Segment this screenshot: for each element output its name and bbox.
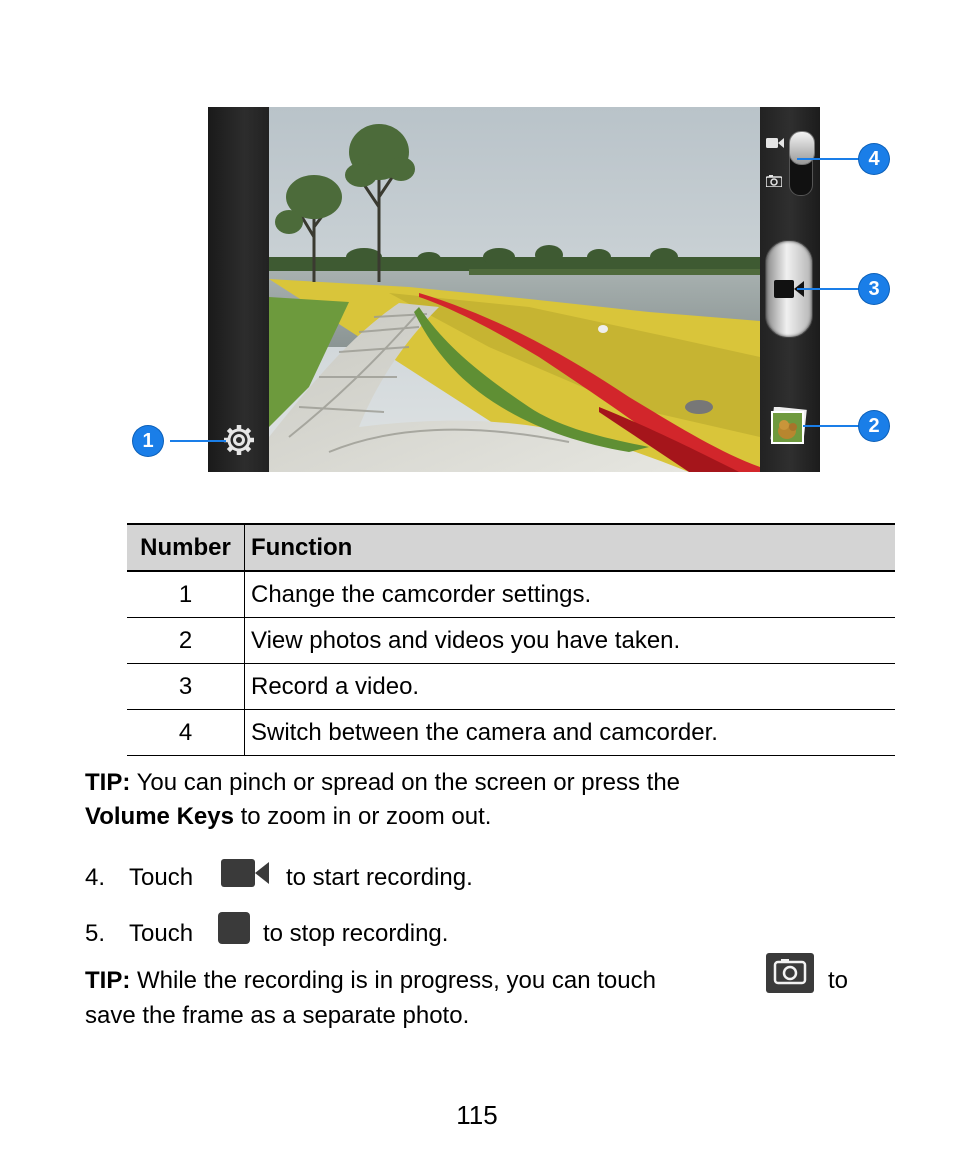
tip-text-end: to zoom in or zoom out. [233,803,492,830]
gallery-thumbnail[interactable] [769,407,807,445]
callout-3: 3 [859,274,889,304]
row-function: Switch between the camera and camcorder. [245,710,896,756]
callout-1: 1 [133,426,163,456]
row-number: 4 [127,710,245,756]
callout-2: 2 [859,411,889,441]
callout-4: 4 [859,144,889,174]
step-stop-recording-tail [263,917,448,951]
step-stop-recording [85,917,193,951]
viewfinder-preview [269,107,760,472]
camcorder-screenshot [208,107,820,472]
step-text-before: Touch [129,920,194,947]
step-text-before: Touch [129,864,194,891]
row-function: View photos and videos you have taken. [245,618,896,664]
video-camera-icon [766,137,784,149]
tip-bold-keys: Volume Keys [85,803,234,830]
step-number: 4. [85,864,106,891]
tip-text-to: to [828,967,849,994]
table-row [127,710,895,756]
row-number: 3 [127,664,245,710]
tip-snapshot-to [828,964,848,998]
table-row [127,664,895,710]
step-text-after: to stop recording. [263,920,449,947]
tip-text: You can pinch or spread on the screen or press the [130,769,681,796]
function-table [127,523,895,756]
step-text-after: to start recording. [286,864,473,891]
step-number: 5. [85,920,106,947]
camcorder-left-bar [208,107,269,472]
video-camera-icon [221,859,269,887]
column-header-number: Number [127,524,245,571]
callout-1-leader [170,440,226,442]
tip-zoom [85,766,680,834]
callout-3-leader [797,288,859,290]
tip-text-line2: save the frame as a separate photo. [85,1002,470,1029]
stop-icon [218,912,250,944]
page-number: 115 [456,1100,498,1130]
tip-label: TIP: [85,769,131,796]
step-start-recording-tail [286,861,473,895]
row-function: Change the camcorder settings. [245,571,896,618]
tip-snapshot-line1 [85,964,656,998]
table-header-row [127,524,895,571]
column-header-function: Function [245,524,896,571]
tip-text: While the recording is in progress, you can touch [130,967,656,994]
callout-2-leader [803,425,859,427]
callout-4-leader [797,158,859,160]
table-row [127,571,895,618]
step-start-recording [85,861,193,895]
table-row [127,618,895,664]
row-number: 2 [127,618,245,664]
tip-snapshot-line2 [85,999,469,1033]
row-number: 1 [127,571,245,618]
row-function: Record a video. [245,664,896,710]
camera-icon [766,175,782,187]
tip-label: TIP: [85,967,131,994]
camera-icon [766,953,814,993]
gear-icon[interactable] [222,423,256,457]
